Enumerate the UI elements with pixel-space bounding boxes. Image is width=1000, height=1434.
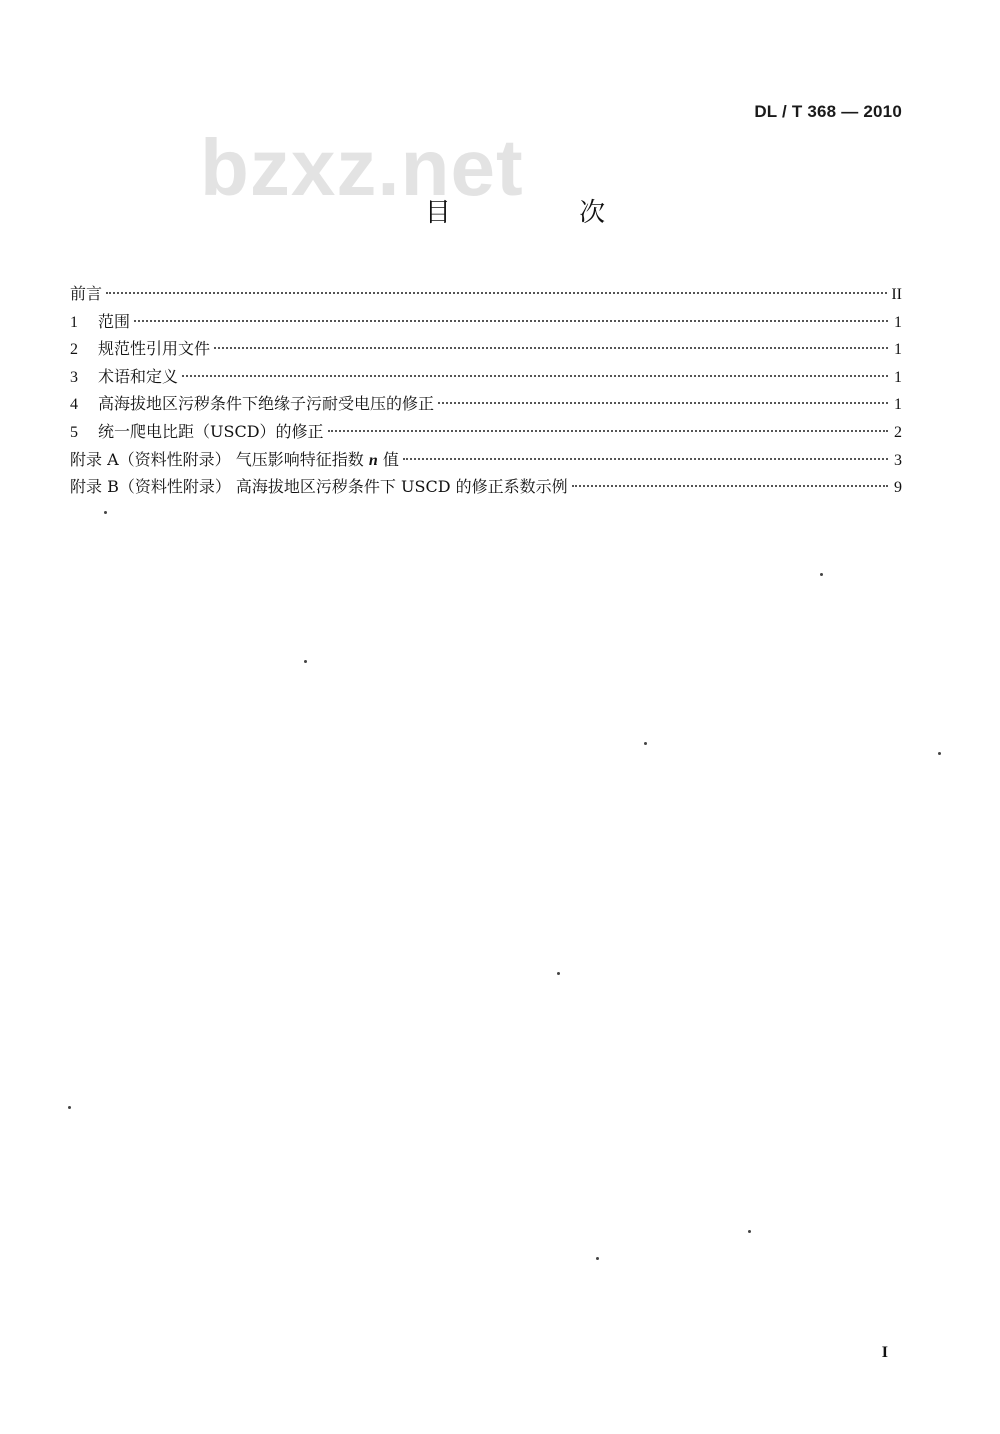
toc-leader-dots <box>438 402 888 404</box>
toc-leader-dots <box>214 347 888 349</box>
toc-entry-page: 1 <box>894 368 902 386</box>
toc-entry-number: 2 <box>70 341 78 359</box>
toc-entry-page: II <box>891 286 902 303</box>
toc-entry-number: 3 <box>70 368 78 386</box>
toc-entry-number: 1 <box>70 313 78 331</box>
scan-speck <box>938 752 941 755</box>
scan-speck <box>596 1257 599 1260</box>
toc-entry-text: 统一爬电比距（USCD）的修正 <box>98 421 324 441</box>
table-of-contents <box>70 280 902 501</box>
toc-entry-text: 附录 A（资料性附录） 气压影响特征指数 <box>70 449 369 469</box>
toc-entry-label <box>70 446 399 475</box>
toc-entry-label: 前言 <box>70 284 103 303</box>
scan-speck <box>820 573 823 576</box>
toc-entry-text: 范围 <box>98 311 131 331</box>
toc-entry-preface[interactable] <box>70 280 902 308</box>
toc-entry-text: 规范性引用文件 <box>98 339 211 359</box>
page-number: I <box>881 1344 888 1361</box>
toc-entry-voltage-correction[interactable] <box>70 390 902 418</box>
toc-entry-page: 3 <box>894 451 902 469</box>
toc-entry-page: 1 <box>894 313 902 331</box>
toc-entry-terms-definitions[interactable] <box>70 363 902 391</box>
scan-speck <box>557 972 560 975</box>
scan-speck <box>68 1106 71 1109</box>
toc-leader-dots <box>134 320 888 322</box>
toc-entry-appendix-b[interactable] <box>70 473 902 501</box>
toc-entry-symbol-n: n <box>368 451 378 469</box>
toc-entry-label <box>70 308 130 337</box>
toc-entry-page: 1 <box>894 396 902 414</box>
scan-speck <box>644 742 647 745</box>
toc-entry-label <box>70 390 434 419</box>
toc-entry-page: 2 <box>894 423 902 441</box>
toc-entry-page: 1 <box>894 341 902 359</box>
scan-speck <box>104 511 107 514</box>
toc-entry-label <box>70 363 178 392</box>
toc-entry-number: 4 <box>70 396 78 414</box>
scan-speck <box>748 1230 751 1233</box>
toc-entry-label <box>70 335 210 364</box>
toc-leader-dots <box>328 430 888 432</box>
watermark: bzxz.net <box>200 123 524 212</box>
toc-leader-dots <box>106 292 887 294</box>
toc-entry-uscd-correction[interactable] <box>70 418 902 446</box>
toc-leader-dots <box>572 485 888 487</box>
standard-code: DL / T 368 — 2010 <box>754 102 902 121</box>
toc-entry-scope[interactable] <box>70 308 902 336</box>
toc-entry-page: 9 <box>894 479 902 497</box>
toc-entry-text: 术语和定义 <box>98 366 179 386</box>
toc-entry-appendix-a[interactable] <box>70 446 902 474</box>
toc-entry-text: 高海拔地区污秽条件下绝缘子污耐受电压的修正 <box>98 394 435 414</box>
toc-entry-label: 附录 B（资料性附录） 高海拔地区污秽条件下 USCD 的修正系数示例 <box>70 477 568 497</box>
toc-entry-number: 5 <box>70 423 78 441</box>
toc-leader-dots <box>182 375 888 377</box>
toc-entry-text-suffix: 值 <box>377 449 399 469</box>
toc-title: 目 次 <box>424 198 666 228</box>
toc-entry-normative-references[interactable] <box>70 335 902 363</box>
toc-entry-label <box>70 418 324 447</box>
scan-speck <box>304 660 307 663</box>
toc-leader-dots <box>403 458 888 460</box>
